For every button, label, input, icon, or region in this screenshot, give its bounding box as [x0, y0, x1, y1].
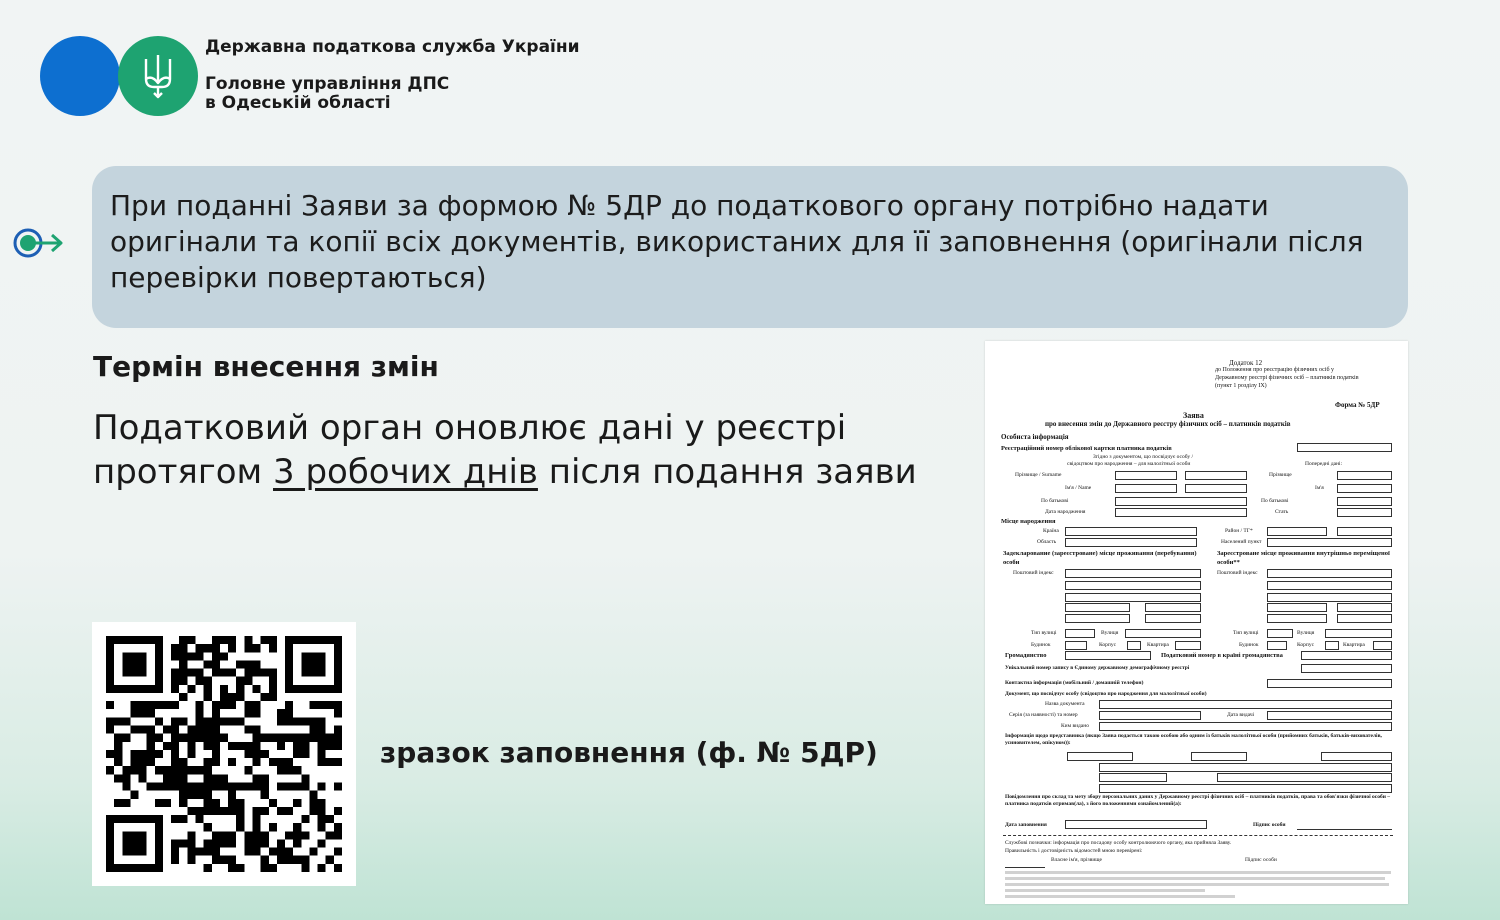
form-footnotes [1005, 871, 1391, 898]
form-field [1267, 527, 1327, 536]
org-line-1: Державна податкова служба України [205, 37, 580, 57]
form-postal-label: Поштовий індекс [1013, 570, 1054, 576]
form-declared-address: Задекларование (зареєстроване) місце проживання (перебування) особи [1003, 550, 1197, 566]
term-text-underlined: 3 робочих днів [273, 452, 538, 492]
form-patronymic-short-label: По батькові [1261, 498, 1289, 504]
form-field [1145, 614, 1201, 623]
form-field [1337, 508, 1392, 517]
form-service-marks: Службові позначки: інформація про посадову особу контролюючого органу, яка прийняла Заяву. [1005, 840, 1232, 846]
form-apartment-label: Квартира [1147, 642, 1169, 648]
form-title: Заява [1183, 411, 1204, 420]
form-field [1337, 484, 1392, 493]
form-apartment-label-2: Квартира [1343, 642, 1365, 648]
form-doc-series-label: Серія (за наявності) та номер [1009, 712, 1078, 718]
form-settlement-label: Населений пункт [1221, 539, 1262, 545]
form-field [1065, 569, 1201, 578]
term-text [93, 406, 973, 494]
form-field [1099, 711, 1201, 720]
form-field [1065, 629, 1095, 638]
form-contact-label: Контактна інформація (мобільний / домашній телефон) [1005, 680, 1144, 686]
trident-icon [142, 53, 174, 99]
form-field [1267, 593, 1392, 602]
form-field [1175, 641, 1201, 650]
form-field [1321, 752, 1392, 761]
form-building-label-2: Будинок [1239, 642, 1259, 648]
form-doc-note1: Згідно з документом, що посвідчує особу / [1093, 454, 1193, 460]
form-street-type-label-2: Тип вулиці [1233, 630, 1259, 636]
form-field [1337, 471, 1392, 480]
form-field [1185, 471, 1247, 480]
form-field [1065, 651, 1151, 660]
term-text-after: після подання заяви [537, 452, 917, 492]
form-field [1297, 443, 1392, 452]
form-doc-note2: свідоцтвом про народження – для малолітньої особи [1067, 461, 1191, 467]
form-service-marks2: Правильність і достовірність відомостей мною перевірені: [1005, 848, 1143, 854]
form-reg-number: Реєстраційний номер облікової картки платника податків [1001, 445, 1172, 452]
form-field [1337, 527, 1392, 536]
form-field [1325, 629, 1392, 638]
form-field [1125, 629, 1201, 638]
form-footnote-line [1005, 867, 1045, 868]
form-field [1099, 773, 1167, 782]
form-section-personal: Особиста інформація [1001, 433, 1069, 441]
org-line-2: Головне управління ДПС [205, 74, 450, 94]
form-street-label-2: Вулиця [1297, 630, 1315, 636]
form-name-short-label: Ім'я [1315, 485, 1324, 491]
term-text-before: Податковий орган оновлює дані у реєстрі протягом [93, 408, 847, 492]
form-surname-short-label: Прізвище [1269, 472, 1292, 478]
form-name-label: Ім'я / Name [1065, 485, 1092, 491]
form-field [1185, 484, 1247, 493]
form-field [1337, 603, 1392, 612]
form-block-label: Корпус [1099, 642, 1117, 648]
form-field [1099, 784, 1392, 793]
form-field [1099, 763, 1392, 772]
form-issue-date-label: Дата видачі [1227, 712, 1255, 718]
form-field [1115, 471, 1177, 480]
logo-blue-circle [40, 36, 120, 116]
form-id-doc-label: Документ, що посвідчує особу (свідоцтво про народження для малолітньої особи) [1005, 691, 1207, 697]
form-doc-name-label: Назва документа [1045, 701, 1085, 707]
form-field [1065, 614, 1130, 623]
organization-name [205, 38, 580, 113]
form-country-label: Країна [1043, 528, 1059, 534]
form-field [1267, 538, 1392, 547]
form-field [1065, 603, 1130, 612]
form-field [1099, 722, 1392, 731]
form-5dr-sample [985, 341, 1408, 904]
form-field [1127, 641, 1141, 650]
form-signature-line [1297, 829, 1392, 830]
form-field [1267, 679, 1392, 688]
form-street-label: Вулиця [1101, 630, 1119, 636]
form-issued-by-label: Ким видано [1061, 723, 1089, 729]
form-field [1067, 752, 1133, 761]
form-field [1267, 581, 1392, 590]
form-appendix-line2: до Положення про реєстрацію фізичних осіб у [1215, 367, 1335, 373]
form-appendix-line4: (пункт 1 розділу IX) [1215, 383, 1267, 389]
form-appendix: Додаток 12 [1229, 359, 1263, 367]
org-line-3: в Одеській області [205, 93, 391, 113]
form-birth-date-label: Дата народження [1045, 509, 1086, 515]
logo-green-circle [118, 36, 198, 116]
form-subtitle: про внесення змін до Державного реєстру фізичних осіб – платників податків [1045, 420, 1291, 428]
form-block-label-2: Корпус [1297, 642, 1315, 648]
form-field [1267, 629, 1293, 638]
documents-callout [92, 166, 1408, 328]
form-patronymic-label: По батькові [1041, 498, 1069, 504]
callout-text: При поданні Заяви за формою № 5ДР до податкового органу потрібно надати оригінали та копії всіх документів, використаних для її заповнення (оригінали після перевірки повертаються) [110, 189, 1364, 294]
qr-caption: зразок заповнення (ф. № 5ДР) [380, 736, 878, 769]
form-field [1065, 581, 1201, 590]
form-field [1115, 497, 1247, 506]
qr-code-pattern [106, 636, 342, 872]
form-foreign-tax-no-label: Податковий номер в країні громадянства [1161, 652, 1283, 659]
form-postal-label-2: Поштовий індекс [1217, 570, 1258, 576]
dps-logo [40, 36, 200, 116]
form-divider [1003, 835, 1393, 836]
form-section-birthplace: Місце народження [1001, 518, 1056, 525]
form-field [1115, 484, 1177, 493]
form-field [1145, 603, 1201, 612]
form-field [1267, 711, 1392, 720]
form-field [1373, 641, 1392, 650]
form-signature-label: Підпис особи [1253, 822, 1286, 828]
form-fill-date-label: Дата заповнення [1005, 822, 1047, 828]
form-own-name-label: Власне ім'я, прізвище [1051, 857, 1102, 863]
form-district-label: Район / ТГ* [1225, 528, 1253, 534]
form-field [1301, 651, 1392, 660]
form-region-label: Область [1037, 539, 1057, 545]
form-field [1267, 603, 1327, 612]
form-field [1337, 614, 1392, 623]
form-field [1099, 700, 1392, 709]
form-appendix-line3: Державному реєстрі фізичних осіб – платників податків [1215, 375, 1359, 381]
form-field [1065, 820, 1207, 829]
form-number: Форма № 5ДР [1335, 401, 1380, 409]
form-consent: Повідомлення про склад та мету збору персональних даних у Державному реєстрі фізичних осіб – платників податків, права та обов'язки фізичної особи – платника податків отримав(ла), з його положеннями ознайомлений(а): [1005, 794, 1391, 807]
form-building-label: Будинок [1031, 642, 1051, 648]
form-field [1065, 538, 1197, 547]
form-field [1267, 641, 1287, 650]
form-field [1065, 641, 1087, 650]
form-citizenship-label: Громадянство [1005, 652, 1047, 659]
form-field [1191, 752, 1247, 761]
form-field [1217, 773, 1392, 782]
form-street-type-label: Тип вулиці [1031, 630, 1057, 636]
form-field [1065, 593, 1201, 602]
arrow-right-circle-icon [12, 226, 66, 260]
form-field [1301, 664, 1392, 673]
form-sex-label: Стать [1275, 509, 1289, 515]
form-field [1337, 497, 1392, 506]
form-field [1267, 569, 1392, 578]
form-field [1325, 641, 1339, 650]
form-field [1065, 527, 1197, 536]
form-demographic-no-label: Унікальний номер запису в Єдиному державному демографічному реєстрі [1005, 665, 1190, 671]
form-field [1115, 508, 1247, 517]
form-field [1267, 614, 1327, 623]
form-rep-info: Інформація щодо представника (якщо Заява подається такою особою або одним із батьків малолітньої особи (прийомних батьків, батьків-вихователів, усиновителем, опікуном)): [1005, 733, 1382, 746]
form-surname-label: Прізвище / Surname [1015, 472, 1062, 478]
form-prev-data: Попередні дані: [1305, 461, 1343, 467]
term-title: Термін внесення змін [93, 350, 439, 383]
form-signature2-label: Підпис особи [1245, 857, 1277, 863]
qr-code[interactable] [92, 622, 356, 886]
form-idp-address: Зареєстроване місце проживання внутрішньо переміщеної особи** [1217, 550, 1390, 566]
